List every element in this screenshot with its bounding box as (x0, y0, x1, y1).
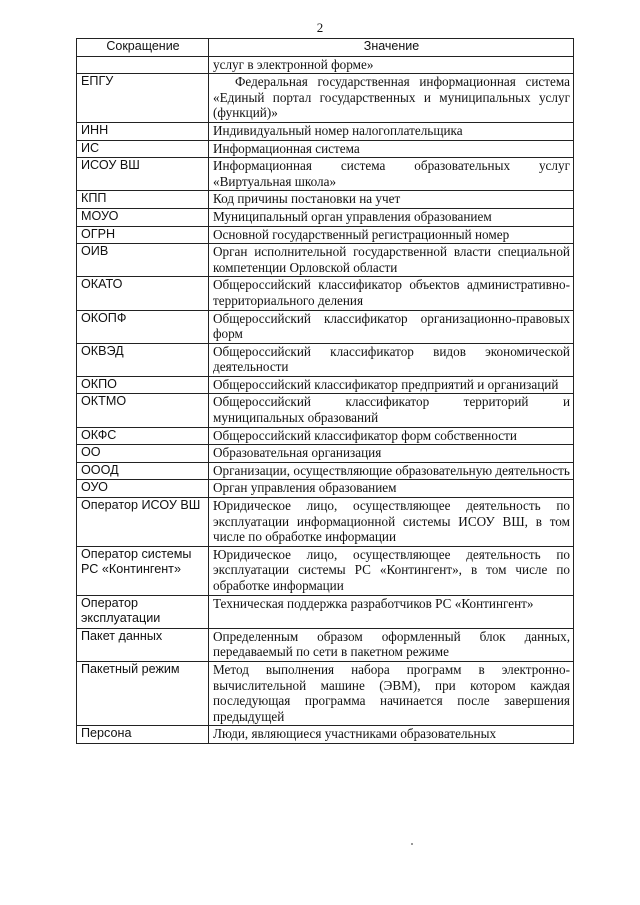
abbreviation-cell: ОГРН (77, 226, 209, 244)
abbreviation-cell: ОКВЭД (77, 343, 209, 376)
abbreviation-cell: ОО (77, 445, 209, 463)
scan-speck (411, 843, 413, 845)
table-row (77, 208, 574, 226)
abbreviation-cell: ИС (77, 140, 209, 158)
header-meaning: Значение (209, 39, 574, 57)
abbreviation-cell: ОКАТО (77, 277, 209, 310)
abbreviation-cell: Оператор ИСОУ ВШ (77, 498, 209, 547)
meaning-cell: Общероссийский классификатор видов экономической деятельности (209, 343, 574, 376)
abbreviation-cell: ОКПО (77, 376, 209, 394)
table-row (77, 158, 574, 191)
table-row (77, 310, 574, 343)
meaning-cell: Федеральная государственная информационная система «Единый портал государственных и муниципальных услуг (функций)» (209, 74, 574, 123)
table-row (77, 140, 574, 158)
meaning-cell: услуг в электронной форме» (209, 56, 574, 74)
meaning-cell: Информационная система образовательных услуг «Виртуальная школа» (209, 158, 574, 191)
table-row (77, 343, 574, 376)
meaning-cell: Общероссийский классификатор предприятий и организаций (209, 376, 574, 394)
meaning-cell: Образовательная организация (209, 445, 574, 463)
table-row (77, 277, 574, 310)
page-number: 2 (316, 20, 324, 35)
abbreviation-cell (77, 56, 209, 74)
table-row (77, 595, 574, 628)
table-row (77, 726, 574, 744)
table-row (77, 661, 574, 725)
table-row (77, 546, 574, 595)
abbreviation-cell: Пакетный режим (77, 661, 209, 725)
meaning-cell: Основной государственный регистрационный номер (209, 226, 574, 244)
abbreviation-cell: ОКФС (77, 427, 209, 445)
abbreviation-cell: Оператор эксплуатации (77, 595, 209, 628)
meaning-cell: Общероссийский классификатор территорий и муниципальных образований (209, 394, 574, 427)
table-row (77, 74, 574, 123)
abbreviation-cell: Персона (77, 726, 209, 744)
meaning-cell: Общероссийский классификатор объектов административно-территориального деления (209, 277, 574, 310)
table-row (77, 394, 574, 427)
abbreviation-cell: КПП (77, 191, 209, 209)
table-row (77, 122, 574, 140)
table-row (77, 480, 574, 498)
abbreviation-cell: ИНН (77, 122, 209, 140)
table-row (77, 462, 574, 480)
meaning-cell: Общероссийский классификатор форм собственности (209, 427, 574, 445)
meaning-cell: Определенным образом оформленный блок данных, передаваемый по сети в пакетном режиме (209, 628, 574, 661)
meaning-cell: Юридическое лицо, осуществляющее деятельность по эксплуатации системы РС «Контингент», в том числе по обработке информации (209, 546, 574, 595)
abbreviation-cell: Пакет данных (77, 628, 209, 661)
meaning-cell: Техническая поддержка разработчиков РС «Контингент» (209, 595, 574, 628)
table-row (77, 445, 574, 463)
table-row (77, 498, 574, 547)
abbreviation-cell: ОКОПФ (77, 310, 209, 343)
table-row (77, 226, 574, 244)
abbreviations-table (76, 38, 574, 744)
abbreviation-cell: ИСОУ ВШ (77, 158, 209, 191)
meaning-cell: Организации, осуществляющие образовательную деятельность (209, 462, 574, 480)
table-row (77, 191, 574, 209)
meaning-cell: Код причины постановки на учет (209, 191, 574, 209)
meaning-cell: Люди, являющиеся участниками образовательных (209, 726, 574, 744)
abbreviation-cell: МОУО (77, 208, 209, 226)
abbreviation-cell: ОИВ (77, 244, 209, 277)
meaning-cell: Общероссийский классификатор организационно-правовых форм (209, 310, 574, 343)
meaning-cell: Юридическое лицо, осуществляющее деятельность по эксплуатации информационной системы ИСОУ ВШ, в том числе по обработке информации (209, 498, 574, 547)
abbreviation-cell: ОУО (77, 480, 209, 498)
meaning-cell: Орган исполнительной государственной власти специальной компетенции Орловской области (209, 244, 574, 277)
abbreviation-cell: ОКТМО (77, 394, 209, 427)
table-row (77, 427, 574, 445)
abbreviation-cell: ЕПГУ (77, 74, 209, 123)
table-row (77, 56, 574, 74)
meaning-cell: Орган управления образованием (209, 480, 574, 498)
table-header-row (77, 39, 574, 57)
meaning-cell: Метод выполнения набора программ в электронно-вычислительной машине (ЭВМ), при котором каждая последующая программа начинается после завершения предыдущей (209, 661, 574, 725)
meaning-cell: Информационная система (209, 140, 574, 158)
table-row (77, 628, 574, 661)
table-row (77, 244, 574, 277)
abbreviation-cell: Оператор системы РС «Контингент» (77, 546, 209, 595)
table-row (77, 376, 574, 394)
meaning-cell: Индивидуальный номер налогоплательщика (209, 122, 574, 140)
header-abbreviation: Сокращение (77, 39, 209, 57)
abbreviation-cell: ОООД (77, 462, 209, 480)
meaning-cell: Муниципальный орган управления образованием (209, 208, 574, 226)
